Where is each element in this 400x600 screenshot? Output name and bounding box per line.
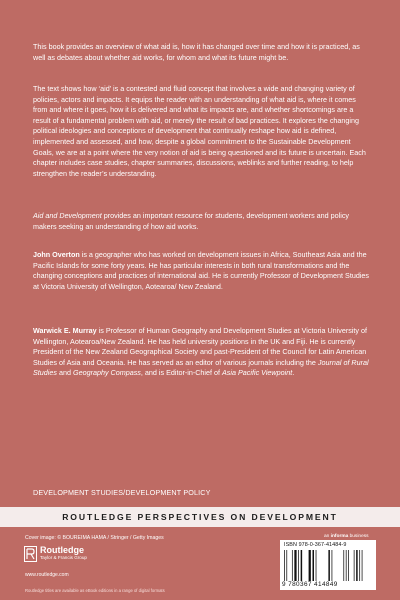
series-band — [0, 507, 400, 527]
author-name-overton: John Overton — [33, 250, 80, 259]
barcode-bar — [343, 550, 344, 581]
barcode-bar — [359, 550, 360, 581]
barcode-bar — [332, 550, 333, 581]
barcode-bar — [298, 550, 299, 581]
author-bio-murray — [33, 326, 369, 379]
barcode-bar — [284, 550, 285, 581]
author-text-and: and — [56, 368, 73, 378]
author-text-murray-2: , and is Editor-in-Chief of — [140, 368, 223, 378]
barcode-bar — [301, 550, 303, 581]
informa-brand: informa — [330, 534, 349, 539]
barcode-bar — [362, 550, 363, 581]
barcode-bar — [309, 550, 311, 581]
journal-rural-studies: Journal of Rural Studies — [33, 357, 369, 378]
barcode-bar — [346, 550, 347, 581]
intro-paragraph: This book provides an overview of what aid is, how it has changed over time and how it is practiced, as well as debates about whether aid works, for whom and what its future might be. — [33, 42, 360, 62]
informa-suffix: business — [348, 534, 369, 539]
publisher-logo — [24, 546, 87, 562]
barcode-bar — [286, 550, 287, 581]
journal-asia-pacific: Asia Pacific Viewpoint — [222, 368, 293, 378]
ebook-footnote: Routledge titles are available as eBook editions in a range of digital formats — [25, 588, 165, 593]
journal-geography-compass: Geography Compass — [72, 368, 141, 378]
main-paragraph: The text shows how ‘aid’ is a contested and fluid concept that involves a wide and changing variety of policies, actors and impacts. It equips the reader with an understanding of what aid is, where it comes from and where it goes, how it is delivered and what its impacts are, and whether shortcomings are a result of a fundamental problem with aid, or merely the result of bad practices. It explores the changing political ideologies and conceptions of development that continually reshape how aid is defined, implemented and assessed, and how, despite a global commitment to the Sustainable Development Goals, we are at a point where the very notion of aid is being questioned and its future is uncertain. Each chapter includes case studies, chapter summaries, discussions, weblinks and further reading, to help strengthen the reader’s understanding. — [33, 84, 366, 178]
publisher-name: Routledge — [40, 545, 84, 555]
barcode-bar — [348, 550, 349, 581]
resource-paragraph — [33, 211, 369, 232]
barcode-bar — [354, 550, 355, 581]
informa-prefix: an — [324, 534, 331, 539]
author-text-end: . — [292, 368, 295, 378]
author-name-murray: Warwick E. Murray — [33, 326, 97, 335]
author-text-overton: is a geographer who has worked on development issues in Africa, Southeast Asia and the Pacific Islands for some forty years. He has particular interests in both rural transformations and the changing conceptions and practices of international aid. He is currently Professor of Development Studies at Victoria University of Wellington, Aotearoa/ New Zealand. — [33, 250, 370, 291]
resource-text: provides an important resource for students, development workers and policy makers seeking an understanding of how aid works. — [33, 211, 350, 231]
book-title: Aid and Development — [33, 211, 102, 220]
barcode-digits: 9 780367 414849 — [282, 581, 338, 588]
informa-business — [324, 534, 369, 539]
author-text-murray-1: is Professor of Human Geography and Development Studies at Victoria University of Wellington, Aotearoa/New Zealand. He has held university positions in the UK and Fiji. He is currently President of the New Zealand Geographical Society and past-President of the Council for Latin American Studies of Asia and Oceania. He has served as an editor of various journals including the — [33, 326, 367, 367]
isbn-label: ISBN 978-0-367-41484-9 — [284, 542, 347, 548]
barcode-bar — [313, 550, 315, 581]
publisher-url[interactable]: www.routledge.com — [25, 572, 69, 578]
publisher-name-block — [40, 546, 87, 560]
publisher-group: Taylor & Francis Group — [40, 555, 87, 560]
series-title: ROUTLEDGE PERSPECTIVES ON DEVELOPMENT — [62, 512, 338, 522]
cover-credit: Cover image: © BOUREIMA HAMA / Stringer / Getty Images — [25, 535, 164, 541]
barcode-bar — [292, 550, 293, 581]
routledge-logo-icon — [24, 546, 37, 562]
barcode-icon — [284, 550, 372, 581]
isbn-barcode-box — [280, 540, 376, 590]
subject-category: DEVELOPMENT STUDIES/DEVELOPMENT POLICY — [33, 488, 211, 497]
author-bio-overton — [33, 250, 369, 292]
barcode-bar — [316, 550, 317, 581]
barcode-bar — [356, 550, 358, 581]
barcode-bar — [328, 550, 330, 581]
barcode-bar — [294, 550, 296, 581]
